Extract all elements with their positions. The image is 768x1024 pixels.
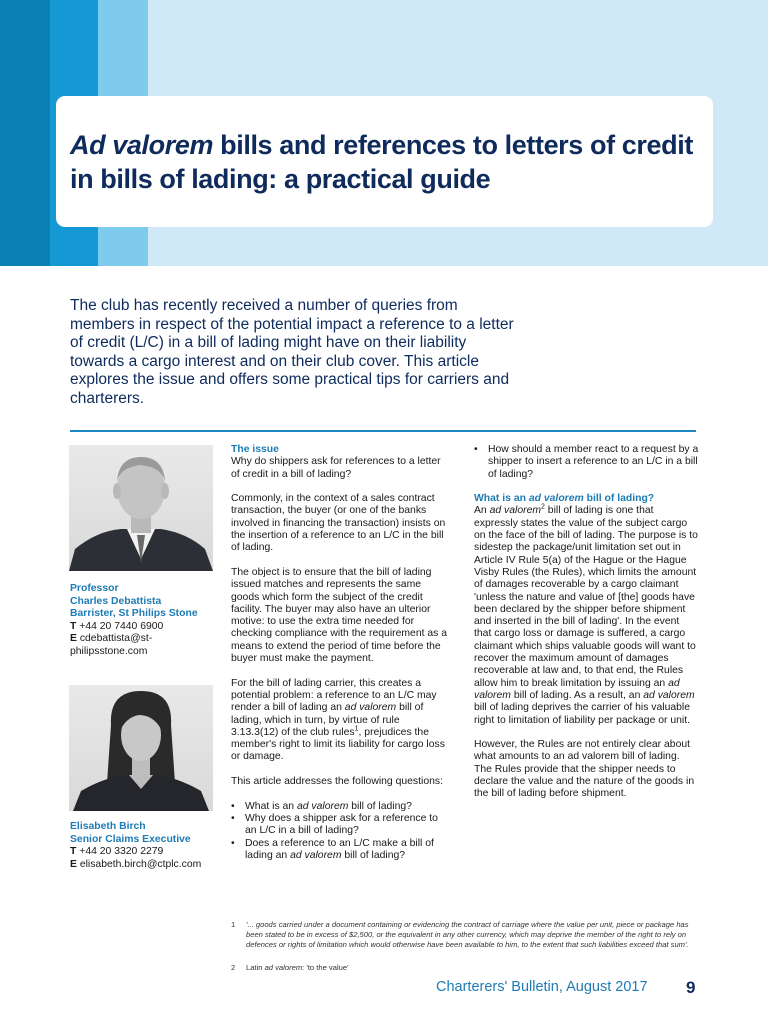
body-column-3 — [474, 444, 699, 813]
list-item: • How should a member react to a request by a shipper to insert a reference to an L/C in a bill of lading? — [474, 444, 699, 481]
author-role: Barrister, St Philips Stone — [70, 608, 198, 619]
author-name: Elisabeth Birch — [70, 821, 146, 832]
author-contact-charles-debattista — [70, 583, 220, 658]
footnote-1 — [231, 920, 696, 951]
section-heading-what-is-ad-valorem: What is an ad valorem bill of lading? — [474, 493, 655, 505]
paragraph: This article addresses the following questions: — [231, 776, 443, 788]
footnote-text: '... goods carried under a document containing or evidencing the contract of carriage where the value per unit, piece or package has been stated to be in excess of $2,500, or the equivalent in any other currency, which may deprive the member of the right to rely on defences or rights of limitation which would otherwise have been available to him, to the extent that such liabilities exceed that sum'. — [246, 920, 689, 950]
footnote-number: 2 — [231, 963, 236, 972]
author-name: Charles Debattista — [70, 595, 162, 607]
section-heading-the-issue: The issue — [231, 444, 279, 455]
author-email-continued[interactable]: philipsstone.com — [70, 645, 148, 657]
paragraph: Why do shippers ask for references to a letter of credit in a bill of lading? — [231, 456, 441, 480]
paragraph: An ad valorem$^2$ bill of lading is one that expressly states the value of the subject cargo on the face of the bill of lading. The purpose is to sidestep the package/unit limitation set out in Article IV Rule 5(a) of the Hague or the Hague Visby Rules (the Rules), which limits the amount of damages recoverable by a cargo claimant 'unless the nature and value of [the] goods have been declared by the shipper before shipment and inserted in the bill of lading'. In the event that cargo loss or damage is suffered, a cargo claimant which ships valuable goods will want to recover the maximum amount of damages recoverable at law and, to that end, the Rules allow him to break limitation by issuing an ad valorem bill of lading. As a result, an ad valorem bill of lading deprives the carrier of his valuable right to limitation of liability per package or unit. — [474, 504, 698, 726]
title-rest: bills and references to letters of credit in bills of lading: a practical guide — [70, 130, 693, 194]
author-title: Professor — [70, 583, 119, 594]
list-item: • Does a reference to an L/C make a bill of lading an ad valorem bill of lading? — [231, 838, 449, 863]
paragraph: However, the Rules are not entirely clear about what amounts to an ad valorem bill of lading. The Rules provide that the shipper needs to declare the value and the nature of the goods in the bill of lading before shipment. — [474, 739, 695, 800]
footnote-number: 1 — [231, 920, 236, 929]
author-phone: T +44 20 7440 6900 — [70, 620, 164, 632]
publication-footer: Charterers' Bulletin, August 2017 — [436, 979, 648, 995]
author-photo-charles-debattista — [69, 445, 213, 571]
footnote-2 — [231, 963, 696, 973]
body-column-2 — [231, 444, 449, 874]
footnote-text: Latin ad valorem: 'to the value' — [246, 963, 349, 972]
question-list-continued — [474, 444, 699, 481]
title-italic: Ad valorem — [70, 130, 214, 160]
list-item: • Why does a shipper ask for a reference to an L/C in a bill of lading? — [231, 813, 449, 838]
author-role: Senior Claims Executive — [70, 833, 191, 845]
header-band-dark — [0, 0, 50, 266]
author-email[interactable]: E cdebattista@st- — [70, 633, 153, 644]
author-photo-elisabeth-birch — [69, 685, 213, 811]
footnote-ref-2: 2 — [541, 504, 545, 512]
author-email[interactable]: E elisabeth.birch@ctplc.com — [70, 858, 202, 870]
question-list — [231, 801, 449, 862]
section-divider — [70, 430, 696, 432]
paragraph: The object is to ensure that the bill of lading issued matches and represents the same goods which form the subject of the credit facility. The buyer may also have an ulterior motive: to use the extra time needed for checking compliance with the requirement as a means to extend the period of time before the buyer must make the payment. — [231, 566, 448, 665]
paragraph: Commonly, in the context of a sales contract transaction, the buyer (or one of the banks involved in financing the transaction) insists on the insertion of a reference to an L/C in the bill of lading. — [231, 493, 446, 554]
page-number: 9 — [686, 978, 696, 997]
author-contact-elisabeth-birch — [70, 821, 220, 871]
paragraph: For the bill of lading carrier, this creates a potential problem: a reference to an L/C may render a bill of lading an ad valorem bill of lading, which in turn, by virtue of rule 3.13.3(12) of the club rules$^1$, prejudices the member's right to limit its liability for cargo loss or damage. — [231, 677, 445, 763]
list-item: • What is an ad valorem bill of lading? — [231, 801, 449, 813]
article-title — [70, 128, 700, 196]
author-phone: T +44 20 3320 2279 — [70, 846, 164, 857]
intro-paragraph: The club has recently received a number of queries from members in respect of the potential impact a reference to a letter of credit (L/C) in a bill of lading might have on their liability towards a cargo interest and on their club cover. This article explores the issue and offers some practical tips for carriers and charterers. — [70, 297, 514, 407]
title-card — [56, 96, 713, 227]
footnote-ref-1: 1 — [354, 725, 359, 733]
